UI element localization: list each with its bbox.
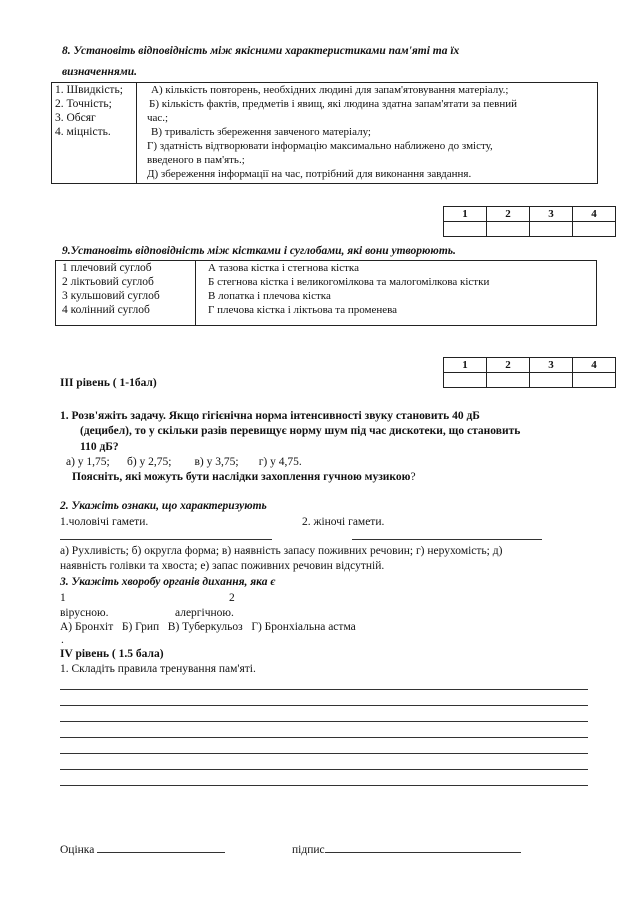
l3-task3-options: А) Бронхіт Б) Грип В) Туберкульоз Г) Бронхіальна астма [60,621,356,633]
q8-answer-header: 3 [530,207,573,222]
grade-label: Оцінка [60,844,95,856]
signature-blank[interactable] [325,842,521,853]
q8-answer-header: 4 [573,207,616,222]
q9-answer-cell[interactable] [487,373,530,388]
q8-left-cell [52,83,137,184]
q8-title-cont: визначеннями. [62,66,137,78]
q8-right-item: час.; [147,112,169,124]
q9-right-item: Г плечова кістка і ліктьова та променева [208,304,398,316]
l3-task3-title: 3. Укажіть хворобу органів дихання, яка є [60,576,276,588]
l3-task1-explain: Поясніть, які можуть бути наслідки захоплення гучною музикою [72,471,411,483]
q9-right-cell [196,261,597,326]
l3-task1-line3: 110 дБ? [80,441,119,453]
l3-task3-word2: алергічною. [175,607,234,619]
l3-task2-title: 2. Укажіть ознаки, що характеризують [60,500,267,512]
signature-field [292,842,521,856]
q8-left-item: 4. міцність. [55,126,111,138]
q9-match-table [55,260,597,326]
level4-heading: ІV рівень ( 1.5 бала) [60,648,164,660]
l3-task2-options-line1: а) Рухливість; б) округла форма; в) наявність запасу поживних речовин; г) нерухомість; д) [60,545,503,557]
l3-task1-explain-mark: ? [410,471,416,483]
level3-heading: ІІІ рівень ( 1-1бал) [60,377,157,389]
l3-task2-blank2[interactable] [352,529,542,543]
q9-answer-cell[interactable] [573,373,616,388]
q8-answer-table [443,206,616,237]
answer-line[interactable] [60,753,588,754]
q9-answer-header: 1 [444,358,487,373]
q9-answer-header: 3 [530,358,573,373]
l4-task1: 1. Складіть правила тренування пам'яті. [60,663,256,675]
q8-left-item: 1. Швидкість; [55,84,123,96]
grade-blank[interactable] [97,842,225,853]
q9-answer-header: 4 [573,358,616,373]
l3-task1-line1: 1. Розв'яжіть задачу. Якщо гігієнічна норма інтенсивності звуку становить 40 дБ [60,410,480,422]
q8-left-item: 3. Обсяг [55,112,96,124]
l3-task2-sub1: 1.чоловічі гамети. [60,516,149,528]
q8-right-item: В) тривалість збереження завченого матеріалу; [151,126,371,138]
signature-label: підпис [292,844,325,856]
answer-line[interactable] [60,721,588,722]
answer-line[interactable] [60,705,588,706]
q9-right-item: Б стегнова кістка і великогомілкова та малогомілкова кістки [208,276,490,288]
q8-answer-header: 2 [487,207,530,222]
q9-right-item: В лопатка і плечова кістка [208,290,331,302]
q9-answer-cell[interactable] [530,373,573,388]
q9-right-item: А тазова кістка і стегнова кістка [208,262,359,274]
answer-line[interactable] [60,785,588,786]
q8-match-table [51,82,598,184]
l3-task3-dot: . [61,634,64,646]
q9-left-item: 2 ліктьовий суглоб [62,276,154,288]
q8-right-item: Г) здатність відтворювати інформацію максимально наближено до змісту, [147,140,493,152]
l3-task2-options-line2: наявність голівки та хвоста; е) запас поживних речовин відсутній. [60,560,385,572]
q9-answer-header: 2 [487,358,530,373]
q8-left-item: 2. Точність; [55,98,112,110]
q9-left-item: 1 плечовий суглоб [62,262,152,274]
q9-title: 9.Установіть відповідність між кістками і суглобами, які вони утворюють. [62,245,456,257]
q8-answer-cell[interactable] [573,222,616,237]
q8-right-item: Б) кількість фактів, предметів і явищ, які людина здатна запам'ятати за певний [149,98,518,110]
q8-right-cell [137,83,598,184]
q9-answer-cell[interactable] [444,373,487,388]
l3-task1-options: а) у 1,75; б) у 2,75; в) у 3,75; г) у 4,75. [66,456,302,468]
l3-task3-word1: вірусною. [60,607,109,619]
l3-task2-sub2: 2. жіночі гамети. [302,516,385,528]
q8-right-item: введеного в пам'ять.; [147,154,245,166]
grade-field [60,842,225,856]
q9-left-cell [56,261,196,326]
q9-answer-table [443,357,616,388]
q8-right-item: Д) збереження інформації на час, потрібний для виконання завдання. [147,168,472,180]
l3-task3-num2: 2 [229,592,235,604]
answer-line[interactable] [60,689,588,690]
answer-line[interactable] [60,737,588,738]
q8-title: 8. Установіть відповідність між якісними характеристиками пам'яті та їх [62,45,460,57]
l3-task3-num1: 1 [60,592,66,604]
q8-right-item: А) кількість повторень, необхідних людині для запам'ятовування матеріалу.; [151,84,509,96]
l3-task1-line2: (децибел), то у скільки разів перевищує норму шум під час дискотеки, що становить [80,425,521,437]
q9-left-item: 4 колінний суглоб [62,304,150,316]
q8-answer-cell[interactable] [444,222,487,237]
q8-answer-cell[interactable] [530,222,573,237]
l3-task2-blank1[interactable] [60,529,272,543]
q8-answer-cell[interactable] [487,222,530,237]
q9-left-item: 3 кульшовий суглоб [62,290,160,302]
answer-line[interactable] [60,769,588,770]
q8-answer-header: 1 [444,207,487,222]
